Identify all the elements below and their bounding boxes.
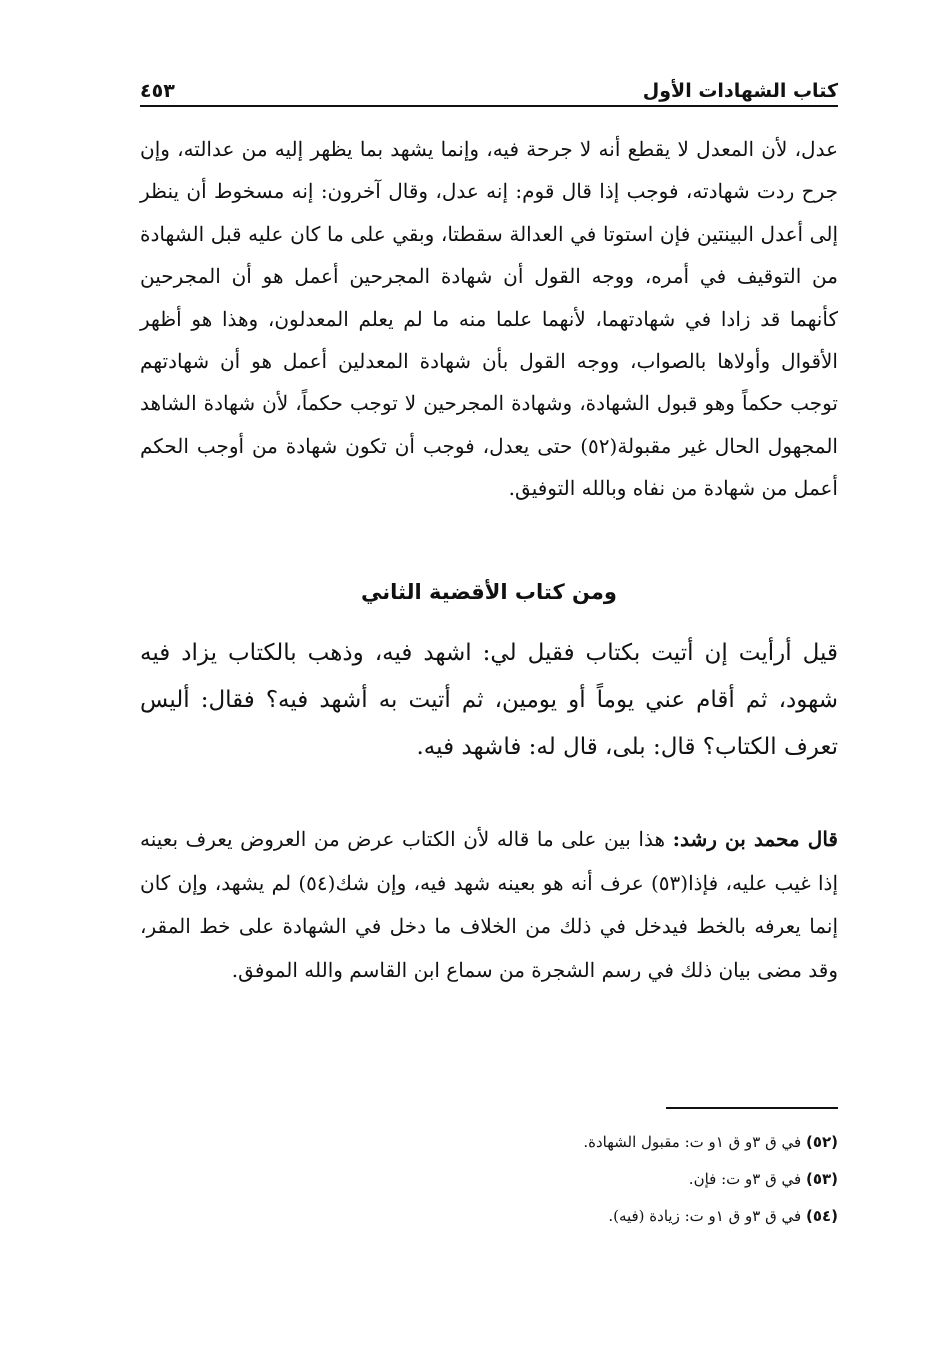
paragraph-3 [140, 818, 838, 992]
footnote-text: في ق ٣و ق ١و ت: زيادة (فيه). [608, 1207, 806, 1225]
paragraph-2: قيل أرأيت إن أتيت بكتاب فقيل لي: اشهد فيه، وذهب بالكتاب يزاد فيه شهود، ثم أقام عني يوماً أو يومين، ثم أتيت به أشهد فيه؟ فقال: أليس تعرف الكتاب؟ قال: بلى، قال له: فاشهد فيه. [140, 640, 838, 760]
paragraph-1: عدل، لأن المعدل لا يقطع أنه لا جرحة فيه، وإنما يشهد بما يظهر إليه من عدالته، وإن جرح ردت شهادته، فوجب إذا قال قوم: إنه عدل، وقال آخرون: إنه مسخوط أن ينظر إلى أعدل البينتين فإن استوتا في العدالة سقطتا، وبقي على ما كان عليه قبل الشهادة من التوقيف في أمره، ووجه القول أن شهادة المجرحين أعمل هو أن المجرحين كأنهما قد زادا في شهادتهما، لأنهما علما منه ما لم يعلم المعدلون، وهذا هو أظهر الأقوال وأولاها بالصواب، ووجه القول بأن شهادة المعدلين أعمل هو أن شهادتهم توجب حكماً وهو قبول الشهادة، وشهادة المجرحين لا توجب حكماً، لأن شهادة الشاهد المجهول الحال غير مقبولة(٥٢) حتى يعدل، فوجب أن تكون شهادة من أوجب الحكم أعمل من شهادة من نفاه وبالله التوفيق. [140, 137, 838, 501]
footnote-divider [666, 1107, 838, 1109]
page-number: ٤٥٣ [140, 80, 175, 102]
footnote-52 [300, 1124, 838, 1161]
header-divider [140, 105, 838, 107]
footnotes [300, 1124, 838, 1235]
section-title: ومن كتاب الأقضية الثاني [361, 580, 617, 604]
footnote-text: في ق ٣و ق ١و ت: مقبول الشهادة. [583, 1133, 806, 1151]
footnote-number: (٥٣) [805, 1170, 838, 1188]
footnote-number: (٥٤) [805, 1207, 838, 1225]
paragraph-3-text: هذا بين على ما قاله لأن الكتاب عرض من العروض يعرف بعينه إذا غيب عليه، فإذا(٥٣) عرف أنه هو بعينه شهد فيه، وإن شك(٥٤) لم يشهد، وإن كان إنما يعرفه بالخط فيدخل في ذلك من الخلاف ما دخل في الشهادة على خط المقر، وقد مضى بيان ذلك في رسم الشجرة من سماع ابن القاسم والله الموفق. [140, 827, 838, 982]
footnote-text: في ق ٣و ت: فإن. [688, 1170, 806, 1188]
speaker-label: قال محمد بن رشد: [672, 827, 838, 851]
footnote-54 [300, 1198, 838, 1235]
header-title: كتاب الشهادات الأول [642, 80, 838, 102]
footnote-53 [300, 1161, 838, 1198]
running-header [140, 66, 838, 102]
footnote-number: (٥٢) [805, 1133, 838, 1151]
